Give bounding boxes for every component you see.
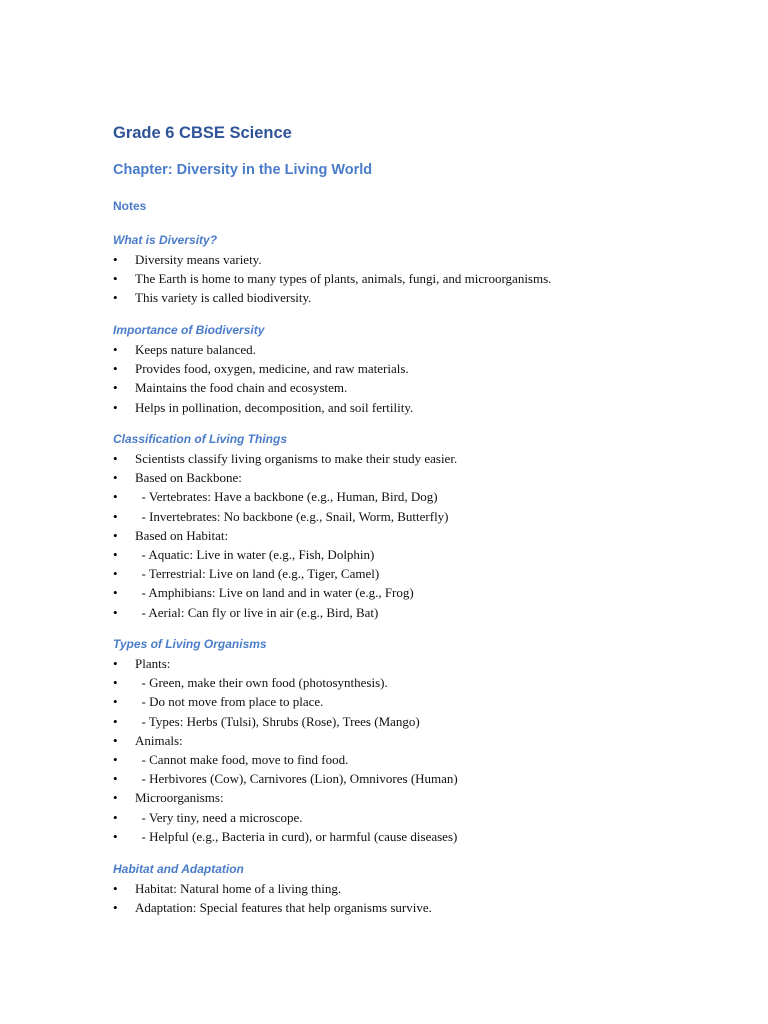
list-item: [113, 879, 733, 898]
list-item: [113, 827, 733, 846]
list-item: [113, 583, 733, 602]
list-item-text: This variety is called biodiversity.: [135, 290, 312, 306]
bullet-icon: •: [113, 751, 118, 767]
section-importance-of-biodiversity: [113, 321, 733, 417]
bullet-icon: •: [113, 713, 118, 729]
section-heading: What is Diversity?: [113, 233, 218, 247]
list-item: [113, 250, 733, 269]
list-item-text: - Helpful (e.g., Bacteria in curd), or harmful (cause diseases): [135, 828, 458, 844]
section-heading: Types of Living Organisms: [113, 637, 267, 651]
list-item: [113, 731, 733, 750]
list-item-text: - Vertebrates: Have a backbone (e.g., Human, Bird, Dog): [135, 489, 438, 505]
bullet-icon: •: [113, 809, 118, 825]
list-item-text: Scientists classify living organisms to make their study easier.: [135, 451, 458, 466]
bullet-icon: •: [113, 252, 118, 267]
bullet-icon: •: [113, 566, 118, 582]
section-habitat-and-adaptation: [113, 860, 733, 917]
list-item: [113, 449, 733, 468]
bullet-icon: •: [113, 732, 118, 748]
section-what-is-diversity: [113, 231, 733, 308]
list-item-text: - Herbivores (Cow), Carnivores (Lion), Omnivores (Human): [135, 771, 458, 787]
list-item-text: - Terrestrial: Live on land (e.g., Tiger, Camel): [135, 566, 380, 582]
list-item-text: - Invertebrates: No backbone (e.g., Snail, Worm, Butterfly): [135, 508, 449, 524]
bullet-icon: •: [113, 527, 118, 543]
list-item-text: Microorganisms:: [135, 790, 224, 806]
list-item-text: Diversity means variety.: [135, 252, 262, 267]
list-item-text: - Very tiny, need a microscope.: [135, 809, 303, 825]
list-item-text: Plants:: [135, 656, 171, 671]
bullet-icon: •: [113, 828, 118, 844]
list-item: [113, 673, 733, 692]
bullet-icon: •: [113, 694, 118, 710]
bullet-icon: •: [113, 675, 118, 691]
list-item: [113, 378, 733, 397]
notes-heading: Notes: [113, 199, 147, 213]
list-item: [113, 340, 733, 359]
list-item-text: Helps in pollination, decomposition, and soil fertility.: [135, 399, 414, 415]
list-item: [113, 564, 733, 583]
bullet-list: [113, 250, 733, 308]
list-item-text: Keeps nature balanced.: [135, 342, 256, 357]
bullet-icon: •: [113, 771, 118, 787]
list-item: [113, 507, 733, 526]
list-item: [113, 288, 733, 307]
bullet-icon: •: [113, 470, 118, 486]
list-item-text: - Amphibians: Live on land and in water (e.g., Frog): [135, 585, 414, 601]
list-item-text: The Earth is home to many types of plants, animals, fungi, and microorganisms.: [135, 271, 552, 287]
bullet-icon: •: [113, 656, 118, 671]
list-item-text: Maintains the food chain and ecosystem.: [135, 380, 348, 396]
bullet-list: [113, 654, 733, 846]
bullet-icon: •: [113, 604, 118, 620]
list-item: [113, 769, 733, 788]
bullet-icon: •: [113, 790, 118, 806]
list-item-text: - Aerial: Can fly or live in air (e.g., Bird, Bat): [135, 604, 379, 620]
bullet-icon: •: [113, 900, 118, 916]
bullet-icon: •: [113, 451, 118, 466]
list-item: [113, 269, 733, 288]
list-item-text: - Do not move from place to place.: [135, 694, 324, 710]
list-item: [113, 359, 733, 378]
bullet-icon: •: [113, 489, 118, 505]
bullet-list: [113, 449, 733, 622]
list-item-text: - Types: Herbs (Tulsi), Shrubs (Rose), Trees (Mango): [135, 713, 420, 729]
section-classification-of-living-things: [113, 430, 733, 622]
bullet-icon: •: [113, 508, 118, 524]
list-item: [113, 788, 733, 807]
bullet-list: [113, 340, 733, 417]
chapter-title: Chapter: Diversity in the Living World: [113, 162, 373, 178]
bullet-icon: •: [113, 546, 118, 562]
list-item: [113, 545, 733, 564]
list-item-text: - Aquatic: Live in water (e.g., Fish, Dolphin): [135, 546, 375, 562]
list-item: [113, 808, 733, 827]
list-item: [113, 712, 733, 731]
section-heading: Habitat and Adaptation: [113, 862, 244, 876]
list-item-text: - Green, make their own food (photosynthesis).: [135, 675, 388, 691]
list-item-text: - Cannot make food, move to find food.: [135, 751, 349, 767]
bullet-icon: •: [113, 399, 118, 415]
section-heading: Importance of Biodiversity: [113, 323, 265, 337]
list-item-text: Habitat: Natural home of a living thing.: [135, 881, 342, 896]
bullet-icon: •: [113, 361, 118, 377]
list-item: [113, 654, 733, 673]
list-item: [113, 526, 733, 545]
list-item-text: Adaptation: Special features that help organisms survive.: [135, 900, 432, 916]
list-item: [113, 398, 733, 417]
section-types-of-living-organisms: [113, 635, 733, 846]
list-item-text: Provides food, oxygen, medicine, and raw materials.: [135, 361, 409, 377]
document-title: Grade 6 CBSE Science: [113, 124, 292, 142]
list-item-text: Based on Backbone:: [135, 470, 242, 486]
list-item: [113, 468, 733, 487]
list-item-text: Animals:: [135, 732, 183, 748]
list-item: [113, 750, 733, 769]
list-item-text: Based on Habitat:: [135, 527, 229, 543]
list-item: [113, 487, 733, 506]
bullet-icon: •: [113, 585, 118, 601]
section-heading: Classification of Living Things: [113, 432, 288, 446]
list-item: [113, 692, 733, 711]
bullet-icon: •: [113, 881, 118, 896]
list-item: [113, 603, 733, 622]
bullet-icon: •: [113, 342, 118, 357]
bullet-icon: •: [113, 290, 118, 306]
bullet-icon: •: [113, 380, 118, 396]
bullet-icon: •: [113, 271, 118, 287]
bullet-list: [113, 879, 733, 917]
list-item: [113, 898, 733, 917]
